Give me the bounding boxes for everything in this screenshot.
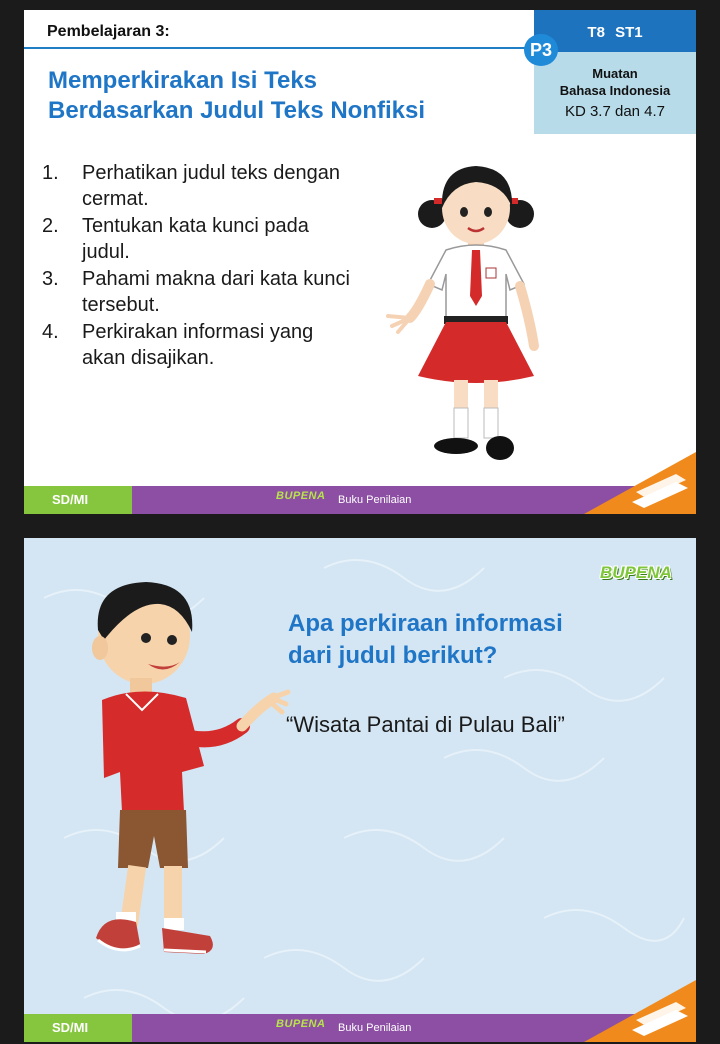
boy-student-illustration [64, 566, 294, 970]
step-text: Perkirakan informasi yang akan disajikan. [82, 321, 314, 369]
list-item [42, 319, 352, 371]
books-stack-icon [584, 980, 696, 1042]
bupena-logo [590, 554, 682, 594]
muatan-label: Muatan [592, 66, 638, 81]
question-line-2: dari judul berikut? [288, 642, 498, 669]
slide-title [48, 66, 508, 126]
girl-student-illustration [374, 150, 584, 470]
lesson-badge: P3 [524, 34, 558, 66]
title-line-1: Memperkirakan Isi Teks [48, 67, 318, 94]
logo-text: BUPENA [600, 563, 672, 582]
step-number: 3. [42, 268, 59, 290]
kd-label: KD 3.7 dan 4.7 [564, 103, 666, 120]
books-stack-icon [584, 452, 696, 514]
theme-code: T8 ST1 [587, 24, 643, 41]
level-label: SD/MI [24, 486, 132, 514]
slide-1 [24, 10, 696, 514]
question-text [288, 608, 628, 672]
slide-2 [24, 538, 696, 1042]
lesson-header [24, 10, 534, 48]
step-text: Tentukan kata kunci pada judul. [82, 215, 309, 263]
step-number: 4. [42, 321, 59, 343]
footer-book-title: Buku Penilaian [338, 1022, 412, 1034]
footer-brand: BUPENA [276, 490, 326, 502]
step-number: 1. [42, 162, 59, 184]
header-divider [24, 47, 534, 49]
step-text: Perhatikan judul teks dengan cermat. [82, 162, 340, 210]
question-line-1: Apa perkiraan informasi [288, 610, 563, 637]
title-line-2: Berdasarkan Judul Teks Nonfiksi [48, 97, 426, 124]
list-item [42, 160, 352, 212]
lesson-label: Pembelajaran 3: [47, 23, 170, 40]
step-text: Pahami makna dari kata kunci tersebut. [82, 268, 350, 316]
step-number: 2. [42, 215, 59, 237]
footer-brand: BUPENA [276, 1018, 326, 1030]
subject-label: Bahasa Indonesia [559, 83, 671, 98]
steps-list [42, 160, 352, 372]
footer-book-title: Buku Penilaian [338, 494, 412, 506]
level-label: SD/MI [24, 1014, 132, 1042]
quoted-title: “Wisata Pantai di Pulau Bali” [286, 712, 565, 737]
list-item [42, 213, 352, 265]
list-item [42, 266, 352, 318]
info-panel [534, 10, 696, 134]
